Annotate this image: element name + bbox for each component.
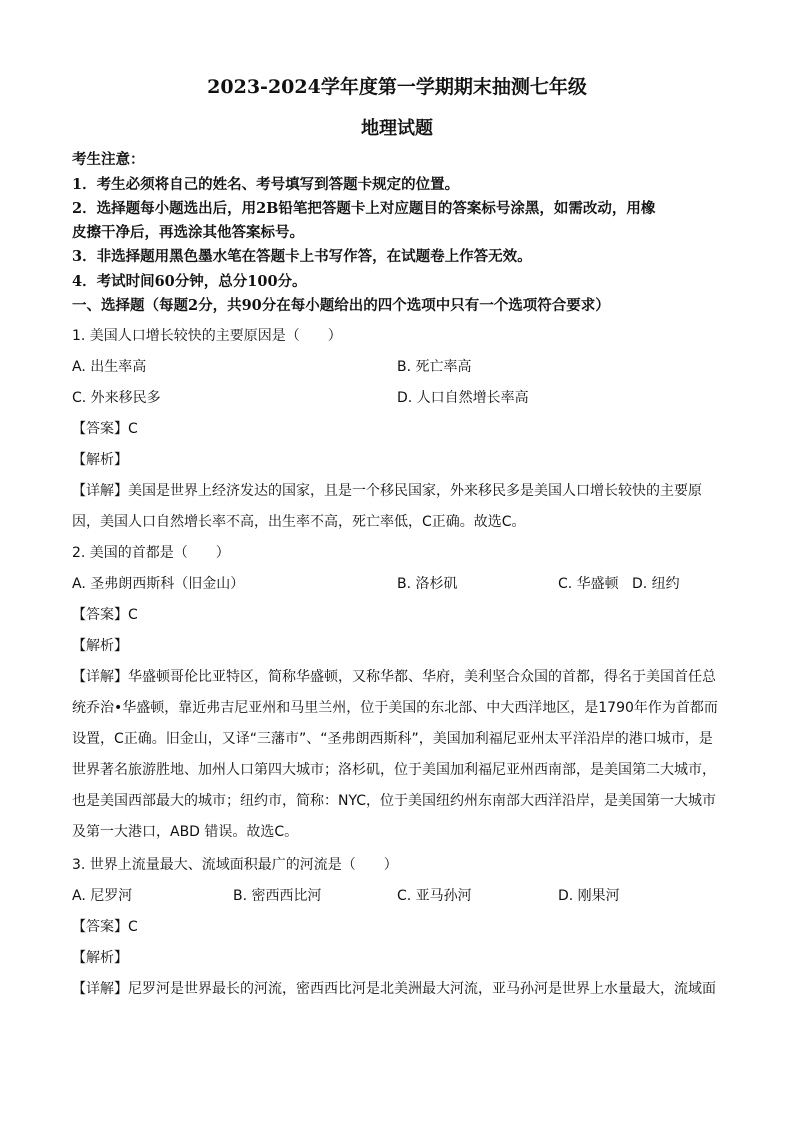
question-stem: 3. 世界上流量最大、流域面积最广的河流是（ ） — [72, 857, 398, 873]
detail-line: 因，美国人口自然增长率不高，出生率不高，死亡率低，C正确。故选C。 — [72, 514, 526, 530]
analysis-heading: 【解析】 — [72, 638, 128, 654]
notice-item: 2．选择题每小题选出后，用2B铅笔把答题卡上对应题目的答案标号涂黑，如需改动，用橡 — [72, 200, 656, 217]
option-a: A. 出生率高 — [72, 359, 147, 375]
detail-line: 也是美国西部最大的城市；纽约市，简称：NYC，位于美国纽约州东南部大西洋沿岸，是美国第一大城市 — [72, 793, 717, 809]
option-a: A. 尼罗河 — [72, 888, 133, 904]
answer-line: 【答案】C — [72, 607, 138, 623]
option-c: C. 亚马孙河 — [397, 888, 472, 904]
option-b: B. 死亡率高 — [397, 359, 472, 375]
question-stem: 2. 美国的首都是（ ） — [72, 545, 230, 561]
notice-heading: 考生注意： — [72, 151, 145, 168]
section-heading: 一、选择题（每题2分，共90分在每小题给出的四个选项中只有一个选项符合要求） — [72, 297, 610, 314]
exam-title: 2023-2024学年度第一学期期末抽测七年级 — [207, 76, 587, 98]
detail-line: 世界著名旅游胜地、加州人口第四大城市；洛杉矶，位于美国加利福尼亚州西南部，是美国第二大城市， — [72, 762, 716, 778]
option-b: B. 密西西比河 — [233, 888, 322, 904]
option-b: B. 洛杉矶 — [397, 576, 458, 592]
analysis-heading: 【解析】 — [72, 452, 128, 468]
exam-subtitle: 地理试题 — [361, 118, 433, 139]
option-d: D. 纽约 — [632, 576, 680, 592]
detail-line: 统乔治•华盛顿，靠近弗吉尼亚州和马里兰州，位于美国的东北部、中大西洋地区，是1790年作为首都而 — [72, 700, 718, 716]
option-d: D. 人口自然增长率高 — [397, 390, 529, 406]
notice-item: 4．考试时间60分钟，总分100分。 — [72, 273, 307, 290]
answer-line: 【答案】C — [72, 421, 138, 437]
option-a: A. 圣弗朗西斯科（旧金山） — [72, 576, 245, 592]
detail-line: 及第一大港口，ABD 错误。故选C。 — [72, 824, 299, 840]
detail-line: 【详解】尼罗河是世界最长的河流，密西西比河是北美洲最大河流，亚马孙河是世界上水量最大，流域面 — [72, 981, 716, 997]
notice-item: 1．考生必须将自己的姓名、考号填写到答题卡规定的位置。 — [72, 176, 460, 193]
question-stem: 1. 美国人口增长较快的主要原因是（ ） — [72, 328, 342, 344]
detail-line: 【详解】美国是世界上经济发达的国家，且是一个移民国家，外来移民多是美国人口增长较快的主要原 — [72, 483, 702, 499]
analysis-heading: 【解析】 — [72, 950, 128, 966]
answer-line: 【答案】C — [72, 919, 138, 935]
detail-line: 设置，C正确。旧金山，又译“三藩市”、“圣弗朗西斯科”，美国加利福尼亚州太平洋沿岸的港口城市，是 — [72, 731, 713, 747]
notice-item: 皮擦干净后，再选涂其他答案标号。 — [72, 224, 304, 241]
notice-item: 3．非选择题用黑色墨水笔在答题卡上书写作答，在试题卷上作答无效。 — [72, 248, 532, 265]
option-d: D. 刚果河 — [558, 888, 620, 904]
detail-line: 【详解】华盛顿哥伦比亚特区，简称华盛顿，又称华都、华府，美利坚合众国的首都，得名于美国首任总 — [72, 669, 716, 685]
option-c: C. 华盛顿 — [558, 576, 619, 592]
option-c: C. 外来移民多 — [72, 390, 161, 406]
